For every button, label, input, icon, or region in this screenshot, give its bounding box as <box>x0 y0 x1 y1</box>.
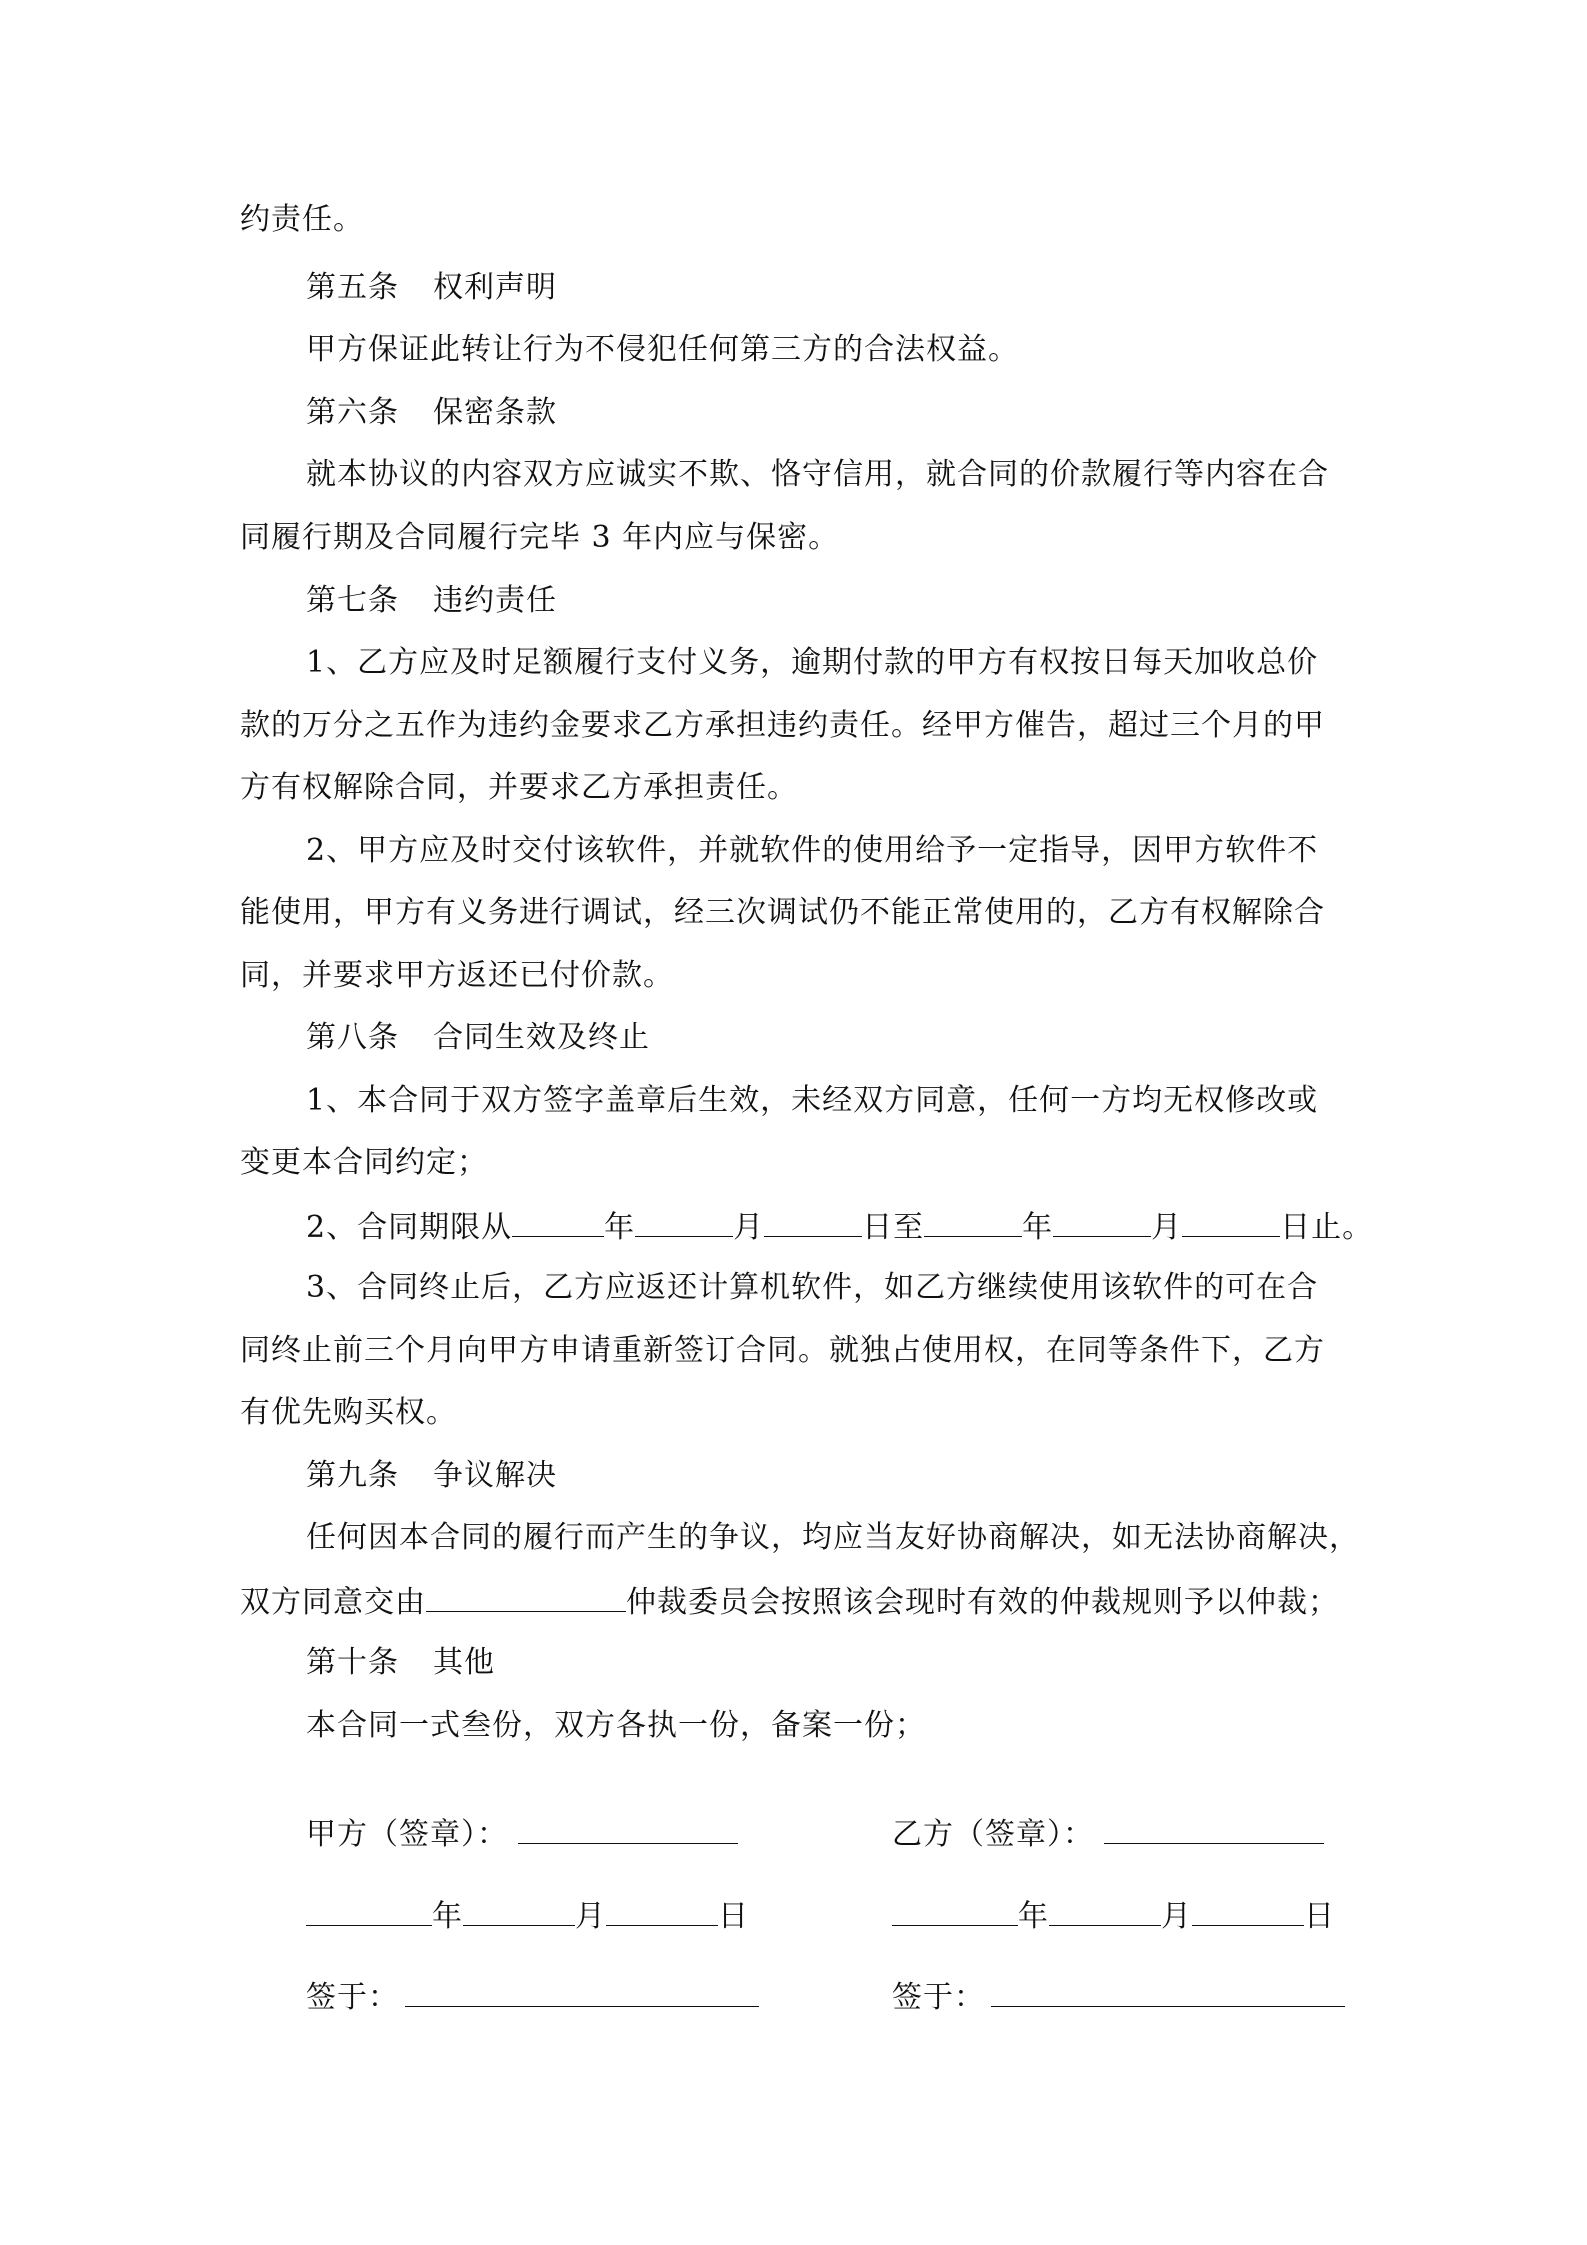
party-b-label: 乙方（签章）： <box>892 1817 1094 1852</box>
article-8-item-1-line: 1、本合同于双方签字盖章后生效，未经双方同意，任何一方均无权修改或 <box>306 1083 1319 1118</box>
month-label: 月 <box>1151 1210 1183 1245</box>
article-8-item-3-line: 有优先购买权。 <box>240 1395 457 1430</box>
year-label: 年 <box>604 1210 636 1245</box>
arbitration-suffix: 仲裁委员会按照该会现时有效的仲裁规则予以仲裁； <box>626 1585 1339 1620</box>
article-5-body: 甲方保证此转让行为不侵犯任何第三方的合法权益。 <box>306 332 1019 367</box>
end-year-blank[interactable] <box>924 1206 1022 1237</box>
article-7-item-1-line: 款的万分之五作为违约金要求乙方承担违约责任。经甲方催告，超过三个月的甲 <box>240 708 1325 743</box>
article-7-item-2-line: 能使用，甲方有义务进行调试，经三次调试仍不能正常使用的，乙方有权解除合 <box>240 895 1325 930</box>
year-label: 年 <box>1022 1210 1054 1245</box>
party-b-signed-at-blank[interactable] <box>991 1976 1345 2007</box>
article-7-item-1-line: 方有权解除合同，并要求乙方承担责任。 <box>240 770 798 805</box>
term-prefix: 2、合同期限从 <box>306 1210 513 1245</box>
party-b-signature-row <box>892 1813 1324 1855</box>
article-8-item-3-line: 3、合同终止后，乙方应返还计算机软件，如乙方继续使用该软件的可在合 <box>306 1270 1319 1305</box>
article-7-item-1-line: 1、乙方应及时足额履行支付义务，逾期付款的甲方有权按日每天加收总价 <box>306 645 1319 680</box>
article-8-term-line <box>306 1206 1373 1248</box>
paragraph-continuation: 约责任。 <box>240 202 364 237</box>
article-number: 第八条 <box>306 1020 399 1055</box>
article-7-item-2-line: 同，并要求甲方返还已付价款。 <box>240 958 674 993</box>
article-title: 权利声明 <box>433 270 557 305</box>
signed-at-label: 签于： <box>306 1980 399 2015</box>
day-label: 日至 <box>862 1210 925 1245</box>
month-label: 月 <box>575 1899 606 1934</box>
party-a-date-row <box>306 1895 749 1937</box>
month-label: 月 <box>1161 1899 1192 1934</box>
arbitration-committee-blank[interactable] <box>426 1581 626 1612</box>
article-title: 合同生效及终止 <box>433 1020 650 1055</box>
article-number: 第六条 <box>306 395 399 430</box>
article-6-body-line: 同履行期及合同履行完毕 3 年内应与保密。 <box>240 520 840 555</box>
start-day-blank[interactable] <box>764 1206 862 1237</box>
article-number: 第七条 <box>306 583 399 618</box>
day-label: 日止。 <box>1280 1210 1374 1245</box>
start-month-blank[interactable] <box>635 1206 733 1237</box>
article-8-heading <box>306 1018 650 1058</box>
article-9-heading <box>306 1456 557 1496</box>
party-a-signature-blank[interactable] <box>518 1813 738 1844</box>
article-9-body-line <box>240 1581 1339 1623</box>
party-b-month-blank[interactable] <box>1049 1895 1161 1926</box>
year-label: 年 <box>432 1899 463 1934</box>
article-6-body-line: 就本协议的内容双方应诚实不欺、恪守信用，就合同的价款履行等内容在合 <box>306 457 1329 492</box>
day-label: 日 <box>1304 1899 1335 1934</box>
end-day-blank[interactable] <box>1182 1206 1280 1237</box>
article-5-heading <box>306 268 557 308</box>
article-10-body: 本合同一式叁份，双方各执一份，备案一份； <box>306 1708 926 1743</box>
party-b-year-blank[interactable] <box>892 1895 1018 1926</box>
signed-at-label: 签于： <box>892 1980 985 2015</box>
article-number: 第九条 <box>306 1458 399 1493</box>
article-7-item-2-line: 2、甲方应及时交付该软件，并就软件的使用给予一定指导，因甲方软件不 <box>306 833 1319 868</box>
party-b-day-blank[interactable] <box>1192 1895 1304 1926</box>
arbitration-prefix: 双方同意交由 <box>240 1585 426 1620</box>
party-b-signed-at-row <box>892 1976 1345 2018</box>
party-a-label: 甲方（签章）： <box>306 1817 508 1852</box>
day-label: 日 <box>718 1899 749 1934</box>
article-6-heading <box>306 393 557 433</box>
article-number: 第十条 <box>306 1645 399 1680</box>
month-label: 月 <box>733 1210 765 1245</box>
article-10-heading <box>306 1643 495 1683</box>
article-number: 第五条 <box>306 270 399 305</box>
article-8-item-3-line: 同终止前三个月向甲方申请重新签订合同。就独占使用权，在同等条件下，乙方 <box>240 1333 1325 1368</box>
article-title: 争议解决 <box>433 1458 557 1493</box>
article-title: 保密条款 <box>433 395 557 430</box>
article-title: 违约责任 <box>433 583 557 618</box>
party-a-month-blank[interactable] <box>463 1895 575 1926</box>
party-a-signed-at-row <box>306 1976 759 2018</box>
year-label: 年 <box>1018 1899 1049 1934</box>
party-b-date-row <box>892 1895 1335 1937</box>
end-month-blank[interactable] <box>1053 1206 1151 1237</box>
article-7-heading <box>306 581 557 621</box>
party-a-year-blank[interactable] <box>306 1895 432 1926</box>
article-9-body-line: 任何因本合同的履行而产生的争议，均应当友好协商解决，如无法协商解决， <box>306 1520 1360 1555</box>
party-b-signature-blank[interactable] <box>1104 1813 1324 1844</box>
article-title: 其他 <box>433 1645 495 1680</box>
party-a-day-blank[interactable] <box>606 1895 718 1926</box>
article-8-item-1-line: 变更本合同约定； <box>240 1145 488 1180</box>
party-a-signed-at-blank[interactable] <box>405 1976 759 2007</box>
start-year-blank[interactable] <box>512 1206 604 1237</box>
party-a-signature-row <box>306 1813 738 1855</box>
